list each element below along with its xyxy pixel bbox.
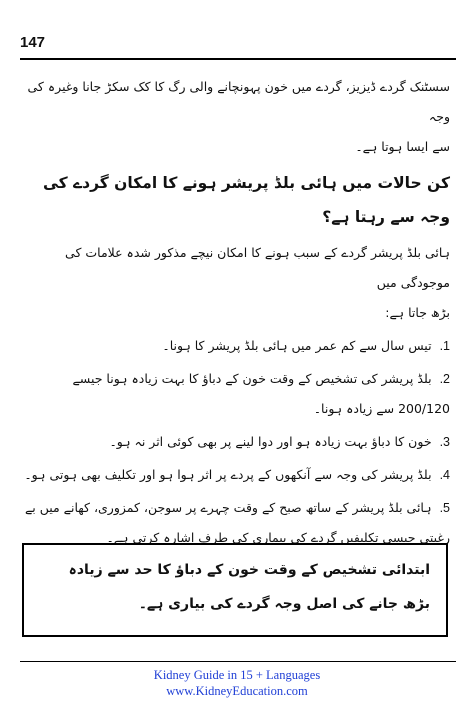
page-footer <box>0 667 474 699</box>
list-item-number: 2. <box>439 372 450 386</box>
intro-line: سسٹنک گردے ڈیزیز، گردے میں خون پہونچانے والی رگ کا کک سکڑ جانا وغیرہ کی وجہ <box>27 79 450 124</box>
callout-box <box>22 543 448 637</box>
intro-line: سے ایسا ہوتا ہے۔ <box>355 139 450 154</box>
list-item-text: بلڈ پریشر کی تشخیص کے وقت خون کے دباؤ کا بہت زیادہ ہونا جیسے 200/120 سے زیادہ ہونا۔ <box>72 371 450 416</box>
lead-line: ہائی بلڈ پریشر گردے کے سبب ہونے کا امکان نیچے مذکور شدہ علامات کی موجودگی میں <box>65 245 450 290</box>
list-item-text: خون کا دباؤ بہت زیادہ ہو اور دوا لینے پر بھی کوئی اثر نہ ہو۔ <box>109 434 432 449</box>
footer-divider <box>20 661 456 662</box>
page-content <box>22 72 450 556</box>
list-item-number: 5. <box>439 501 450 515</box>
list-item-number: 3. <box>439 435 450 449</box>
footer-url[interactable]: www.KidneyEducation.com <box>166 684 308 698</box>
list-item <box>22 460 450 490</box>
list-item-text: ہائی بلڈ پریشر کے ساتھ صبح کے وقت چہرے پر سوجن، کمزوری، کھانے میں بے رغبتی جیسی تکلیفیں گردے کی بیماری کی طرف اشارہ کرتی ہے۔ <box>24 500 450 545</box>
section-heading: کن حالات میں ہائی بلڈ پریشر ہونے کا امکان گردے کی وجہ سے رہتا ہے؟ <box>42 174 450 226</box>
list-item-number: 4. <box>439 468 450 482</box>
lead-line: بڑھ جاتا ہے: <box>385 305 450 320</box>
list-item <box>22 364 450 424</box>
list-item <box>22 427 450 457</box>
list-item-text: تیس سال سے کم عمر میں ہائی بلڈ پریشر کا ہونا۔ <box>162 338 432 353</box>
header-divider <box>20 58 456 60</box>
list-item-number: 1. <box>439 339 450 353</box>
callout-text: ابتدائی تشخیص کے وقت خون کے دباؤ کا حد سے زیادہ بڑھ جانے کی اصل وجہ گردے کی بیاری ہے۔ <box>68 562 430 612</box>
list-item <box>22 331 450 361</box>
footer-title: Kidney Guide in 15 + Languages <box>153 668 321 682</box>
list-item-text: بلڈ پریشر کی وجہ سے آنکھوں کے پردے پر اثر ہوا ہو اور تکلیف بھی ہوتی ہو۔ <box>24 467 432 482</box>
page-number: 147 <box>20 34 46 51</box>
